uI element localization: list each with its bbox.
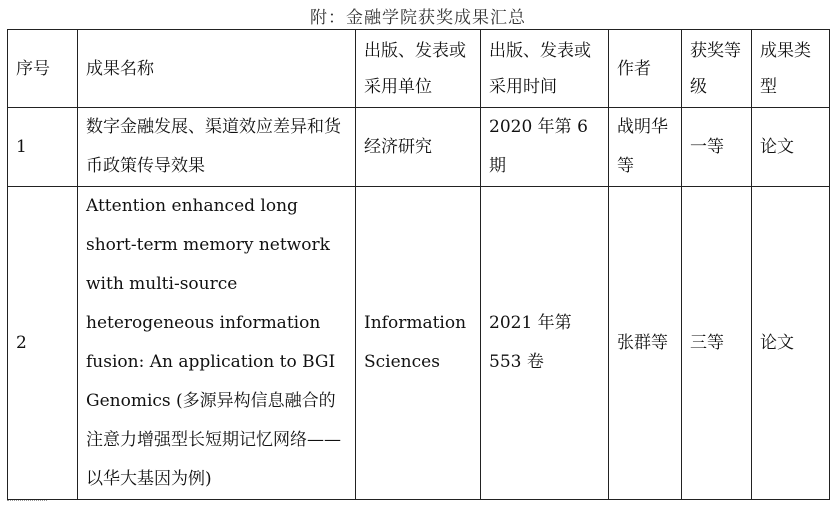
header-level: 获奖等级 — [682, 30, 752, 108]
cell-author: 张群等 — [609, 187, 682, 500]
cell-publisher: Information Sciences — [356, 187, 481, 500]
header-name: 成果名称 — [78, 30, 356, 108]
header-author: 作者 — [609, 30, 682, 108]
cell-level: 一等 — [682, 108, 752, 187]
page-edge-marker — [7, 500, 47, 505]
cell-type: 论文 — [752, 108, 830, 187]
cell-name: 数字金融发展、渠道效应差异和货币政策传导效果 — [78, 108, 356, 187]
table-header-row — [8, 30, 830, 108]
cell-index: 2 — [8, 187, 78, 500]
table-row — [8, 187, 830, 500]
cell-time: 2021 年第 553 卷 — [481, 187, 609, 500]
cell-level: 三等 — [682, 187, 752, 500]
header-index: 序号 — [8, 30, 78, 108]
page-title: 附：金融学院获奖成果汇总 — [310, 8, 526, 28]
header-publisher: 出版、发表或采用单位 — [356, 30, 481, 108]
cell-author: 战明华等 — [609, 108, 682, 187]
awards-table — [7, 29, 830, 500]
cell-time: 2020 年第 6 期 — [481, 108, 609, 187]
cell-publisher: 经济研究 — [356, 108, 481, 187]
cell-index: 1 — [8, 108, 78, 187]
cell-name: Attention enhanced long short-term memory network with multi-source heterogeneous information fusion: An application to BGI Genomics (多源异构信息融合的注意力增强型长短期记忆网络——以华大基因为例) — [78, 187, 356, 500]
table-row — [8, 108, 830, 187]
header-time: 出版、发表或采用时间 — [481, 30, 609, 108]
cell-type: 论文 — [752, 187, 830, 500]
header-type: 成果类型 — [752, 30, 830, 108]
